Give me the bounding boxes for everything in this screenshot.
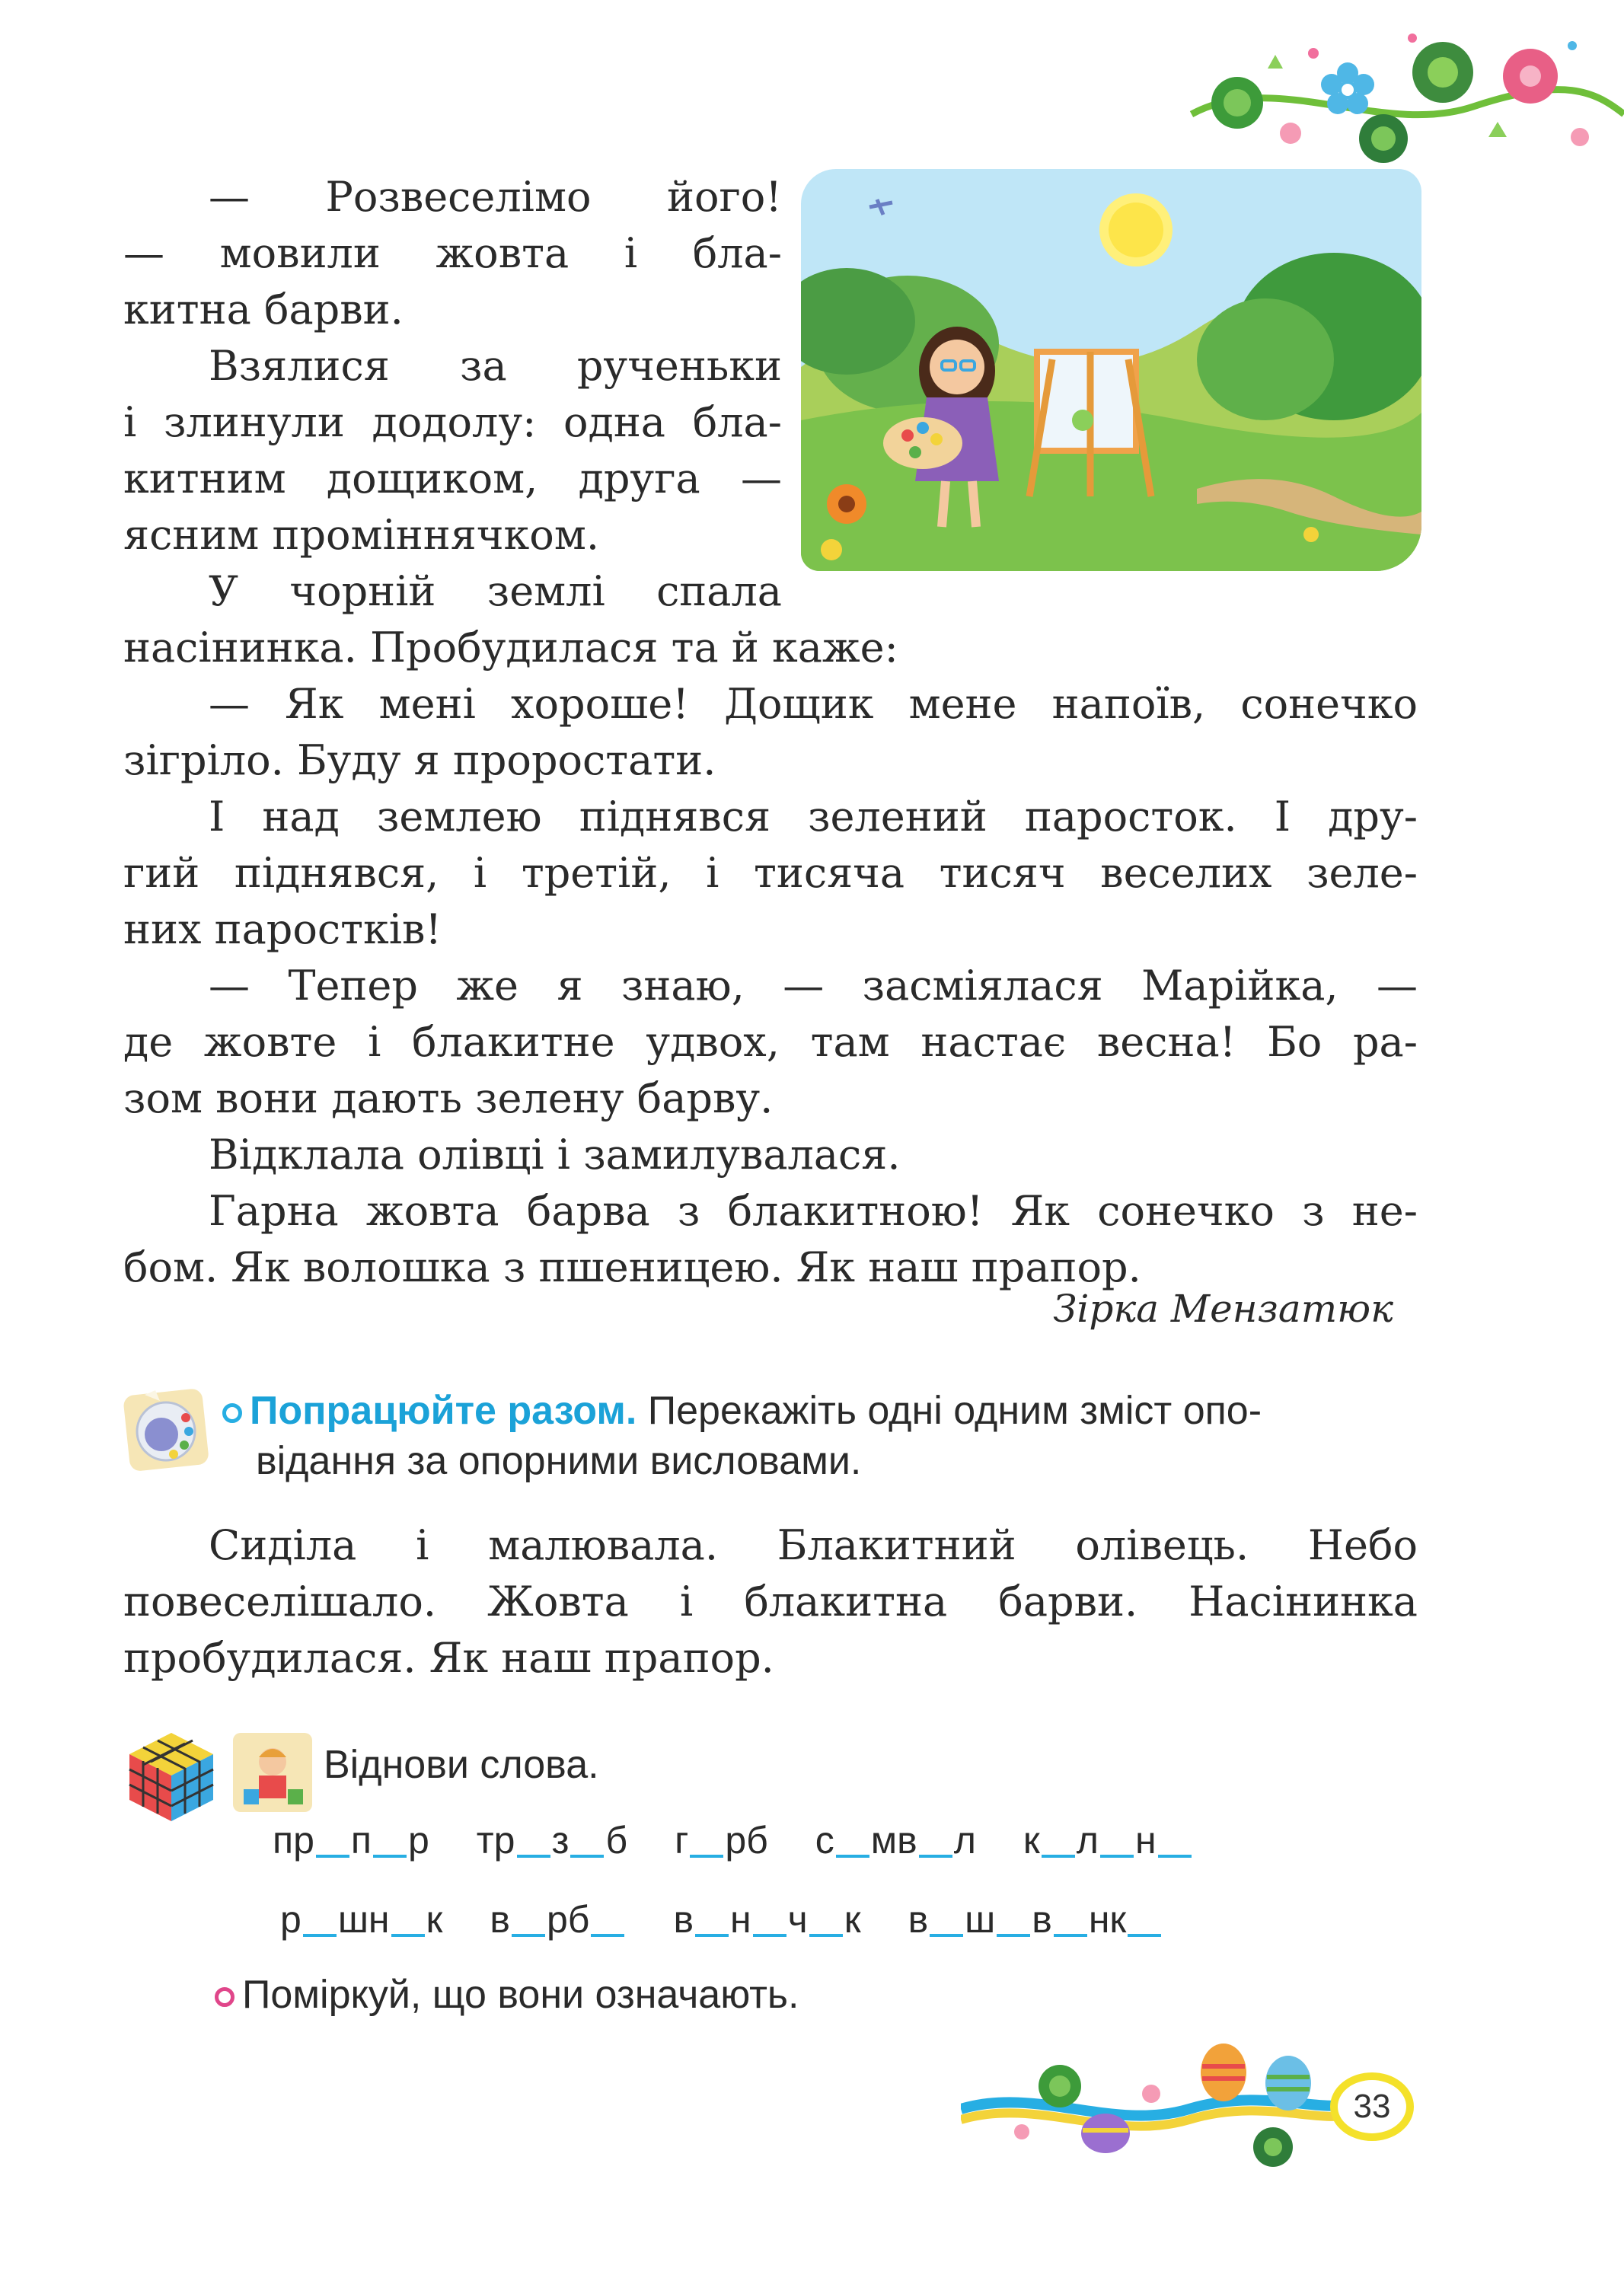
story-line: Гарна жовта барва з блакитною! Як сонечко з не- — [209, 1187, 1418, 1235]
story-block-1 — [123, 169, 782, 620]
fill-in-word — [280, 1897, 442, 1941]
story-line: де жовте і блакитне удвох, там настає весна! Бо ра- — [123, 1018, 1418, 1066]
fill-in-word — [673, 1897, 860, 1941]
word-fragment: нк — [1088, 1898, 1127, 1941]
story-line: — Розвеселімо його! — [209, 173, 782, 221]
story-line: — Як мені хороше! Дощик мене напоїв, сонечко — [209, 680, 1418, 728]
story-block-2 — [123, 620, 1418, 1296]
story-line: зом вони дають зелену барву. — [123, 1074, 774, 1122]
word-fragment: л — [953, 1819, 976, 1862]
story-line: гий піднявся, і третій, і тисяча тисяч веселих зеле- — [123, 849, 1418, 897]
bullet-dot-icon — [215, 1987, 235, 2007]
letter-blank[interactable] — [919, 1855, 952, 1858]
story-line: ясним проміннячком. — [123, 511, 599, 559]
letter-blank[interactable] — [1054, 1934, 1087, 1937]
story-line: Взялися за рученьки — [209, 342, 782, 390]
fill-in-word — [815, 1818, 976, 1862]
word-fragment: н — [730, 1898, 751, 1941]
letter-blank[interactable] — [930, 1934, 963, 1937]
story-line: бом. Як волошка з пшеницею. Як наш прапор. — [123, 1243, 1141, 1291]
letter-blank[interactable] — [1128, 1934, 1161, 1937]
phrase-line: пробудилася. Як наш прапор. — [123, 1634, 774, 1682]
letter-blank[interactable] — [512, 1934, 545, 1937]
phrase-line: Сиділа і малювала. Блакитний олівець. Небо — [209, 1521, 1418, 1569]
task1-heading: Попрацюйте разом. — [250, 1389, 637, 1433]
girl-painting-illustration — [801, 169, 1421, 571]
page-number — [1330, 2072, 1414, 2141]
story-line: них паростків! — [123, 905, 442, 953]
fill-in-word — [477, 1818, 627, 1862]
word-fragment: ш — [965, 1898, 996, 1941]
story-line: китним дощиком, друга — — [123, 455, 782, 503]
word-fragment: н — [1134, 1819, 1157, 1862]
task2-label: Віднови слова. — [324, 1743, 599, 1787]
word-fragment: ч — [787, 1898, 808, 1941]
letter-blank[interactable] — [391, 1934, 425, 1937]
word-fragment: рб — [546, 1898, 590, 1941]
letter-blank[interactable] — [836, 1855, 869, 1858]
letter-blank[interactable] — [570, 1855, 604, 1858]
word-fragment: к — [844, 1898, 861, 1941]
letter-blank[interactable] — [303, 1934, 337, 1937]
phrase-line: повеселішало. Жовта і блакитна барви. Насінинка — [123, 1578, 1418, 1626]
letter-blank[interactable] — [517, 1855, 550, 1858]
word-fragment: р — [280, 1898, 302, 1941]
fill-in-word — [273, 1818, 429, 1862]
word-fragment: шн — [337, 1898, 390, 1941]
rubiks-cube-icon — [122, 1727, 221, 1826]
task-think — [215, 1972, 799, 2018]
fill-in-word — [675, 1818, 768, 1862]
word-row-2 — [280, 1897, 1210, 1941]
letter-blank[interactable] — [690, 1855, 723, 1858]
task1-first-line — [222, 1386, 1410, 1436]
letter-blank[interactable] — [695, 1934, 729, 1937]
task1-phrases — [123, 1517, 1418, 1686]
word-fragment: л — [1076, 1819, 1099, 1862]
letter-blank[interactable] — [1158, 1855, 1192, 1858]
word-fragment: в — [1032, 1898, 1052, 1941]
fill-in-word — [490, 1897, 626, 1941]
word-fragment: в — [490, 1898, 510, 1941]
task3-text: Поміркуй, що вони означають. — [242, 1973, 799, 2017]
word-fragment: в — [673, 1898, 694, 1941]
letter-blank[interactable] — [1100, 1855, 1134, 1858]
word-fragment: пр — [273, 1819, 314, 1862]
letter-blank[interactable] — [997, 1934, 1030, 1937]
word-row-1 — [273, 1818, 1240, 1862]
letter-blank[interactable] — [373, 1855, 407, 1858]
word-fragment: в — [908, 1898, 929, 1941]
letter-blank[interactable] — [753, 1934, 786, 1937]
task1-instruction: Перекажіть одні одним зміст опо- — [647, 1389, 1262, 1433]
word-fragment: б — [605, 1819, 628, 1862]
story-line: І над землею піднявся зелений паросток. І дру- — [209, 793, 1418, 841]
story-line: насінинка. Пробудилася та й каже: — [123, 624, 898, 672]
flower-border-icon — [1184, 23, 1624, 175]
letter-blank[interactable] — [591, 1934, 624, 1937]
story-line: — мовили жовта і бла- — [123, 229, 782, 277]
task-work-together — [222, 1386, 1410, 1486]
story-line: — Тепер же я знаю, — засміялася Марійка, — — [209, 962, 1418, 1010]
word-fragment: к — [426, 1898, 443, 1941]
story-author: Зірка Мензатюк — [1053, 1287, 1393, 1331]
word-fragment: г — [675, 1819, 689, 1862]
task1-instruction-cont: відання за опорними висловами. — [256, 1439, 862, 1483]
fill-in-word — [908, 1897, 1163, 1941]
word-fragment: п — [350, 1819, 372, 1862]
word-fragment: р — [407, 1819, 429, 1862]
bullet-dot-icon — [222, 1403, 242, 1423]
story-line: зігріло. Буду я проростати. — [123, 736, 716, 784]
child-with-blocks-icon — [230, 1730, 315, 1815]
word-fragment: тр — [476, 1819, 515, 1862]
page-number-text: 33 — [1353, 2088, 1391, 2125]
fill-in-word — [1023, 1818, 1193, 1862]
word-fragment: мв — [870, 1819, 917, 1862]
story-line: У чорній землі спала — [209, 567, 782, 615]
word-fragment: рб — [725, 1819, 768, 1862]
letter-blank[interactable] — [316, 1855, 349, 1858]
word-fragment: к — [1023, 1819, 1040, 1862]
story-line: Відклала олівці і замилувалася. — [209, 1131, 901, 1179]
letter-blank[interactable] — [809, 1934, 843, 1937]
story-line: і злинули додолу: одна бла- — [123, 398, 782, 446]
letter-blank[interactable] — [1042, 1855, 1075, 1858]
story-line: китна барви. — [123, 286, 404, 333]
word-fragment: с — [815, 1819, 834, 1862]
palette-icon — [122, 1384, 212, 1474]
word-fragment: з — [551, 1819, 570, 1862]
